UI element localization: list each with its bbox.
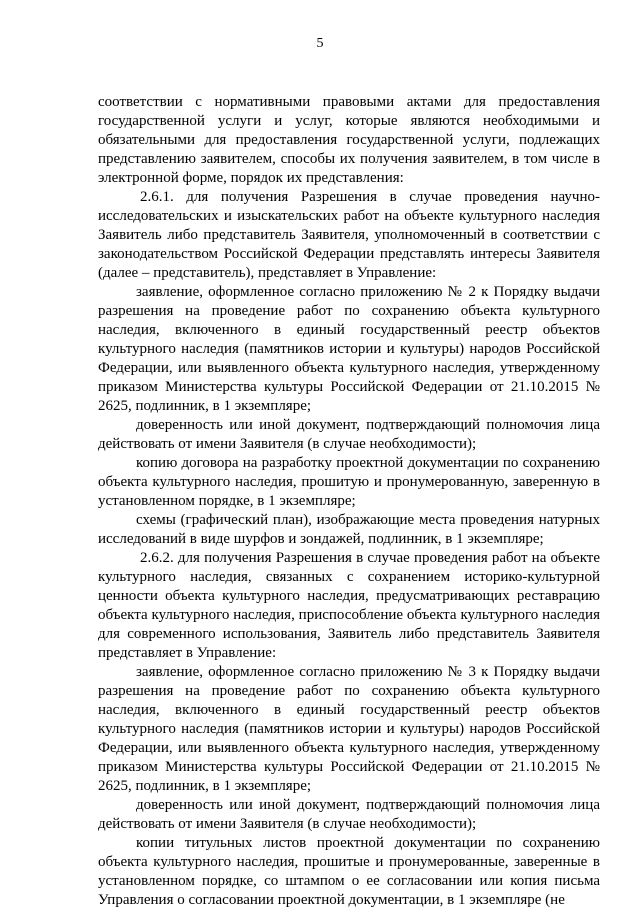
- paragraph-schemes: схемы (графический план), изображающие места проведения натурных исследований в виде шурфов и зондажей, подлинник, в 1 экземпляре;: [98, 512, 600, 547]
- paragraph-2-6-2: 2.6.2. для получения Разрешения в случае проведения работ на объекте культурного наследия, связанных с сохранением историко-культурной ценности объекта культурного наследия, предусматривающих реставрацию объекта культурного наследия, приспособление объекта культурного наследия для современного использования, Заявитель либо представитель Заявителя представляет в Управление:: [98, 550, 600, 661]
- body-text: [98, 93, 600, 910]
- page-number: 5: [316, 36, 324, 51]
- paragraph-application-2: заявление, оформленное согласно приложению № 2 к Порядку выдачи разрешения на проведение работ по сохранению объекта культурного наследия, включенного в единый государственный реестр объектов культурного наследия (памятников истории и культуры) народов Российской Федерации, или выявленного объекта культурного наследия, утвержденному приказом Министерства культуры Российской Федерации от 21.10.2015 № 2625, подлинник, в 1 экземпляре;: [98, 284, 600, 414]
- paragraph-application-3: заявление, оформленное согласно приложению № 3 к Порядку выдачи разрешения на проведение работ по сохранению объекта культурного наследия, включенного в единый государственный реестр объектов культурного наследия (памятников истории и культуры) народов Российской Федерации, или выявленного объекта культурного наследия, утвержденному приказом Министерства культуры Российской Федерации от 21.10.2015 № 2625, подлинник, в 1 экземпляре;: [98, 664, 600, 794]
- paragraph-power-of-attorney-1: доверенность или иной документ, подтверждающий полномочия лица действовать от имени Заявителя (в случае необходимости);: [98, 417, 600, 452]
- paragraph-2-6-1: 2.6.1. для получения Разрешения в случае проведения научно-исследовательских и изыскательских работ на объекте культурного наследия Заявитель либо представитель Заявителя, уполномоченный в соответствии с законодательством Российской Федерации представлять интересы Заявителя (далее – представитель), представляет в Управление:: [98, 189, 600, 281]
- paragraph-continuation: соответствии с нормативными правовыми актами для предоставления государственной услуги и услуг, которые являются необходимыми и обязательными для предоставления государственной услуги, подлежащих представлению заявителем, способы их получения заявителем, в том числе в электронной форме, порядок их представления:: [98, 94, 600, 186]
- paragraph-title-pages-copies: копии титульных листов проектной документации по сохранению объекта культурного наследия, прошитые и пронумерованные, заверенные в установленном порядке, со штампом о ее согласовании или копия письма Управления о согласовании проектной документации, в 1 экземпляре (не: [98, 835, 600, 908]
- paragraph-contract-copy: копию договора на разработку проектной документации по сохранению объекта культурного наследия, прошитую и пронумерованную, заверенную в установленном порядке, в 1 экземпляре;: [98, 455, 600, 509]
- paragraph-power-of-attorney-2: доверенность или иной документ, подтверждающий полномочия лица действовать от имени Заявителя (в случае необходимости);: [98, 797, 600, 832]
